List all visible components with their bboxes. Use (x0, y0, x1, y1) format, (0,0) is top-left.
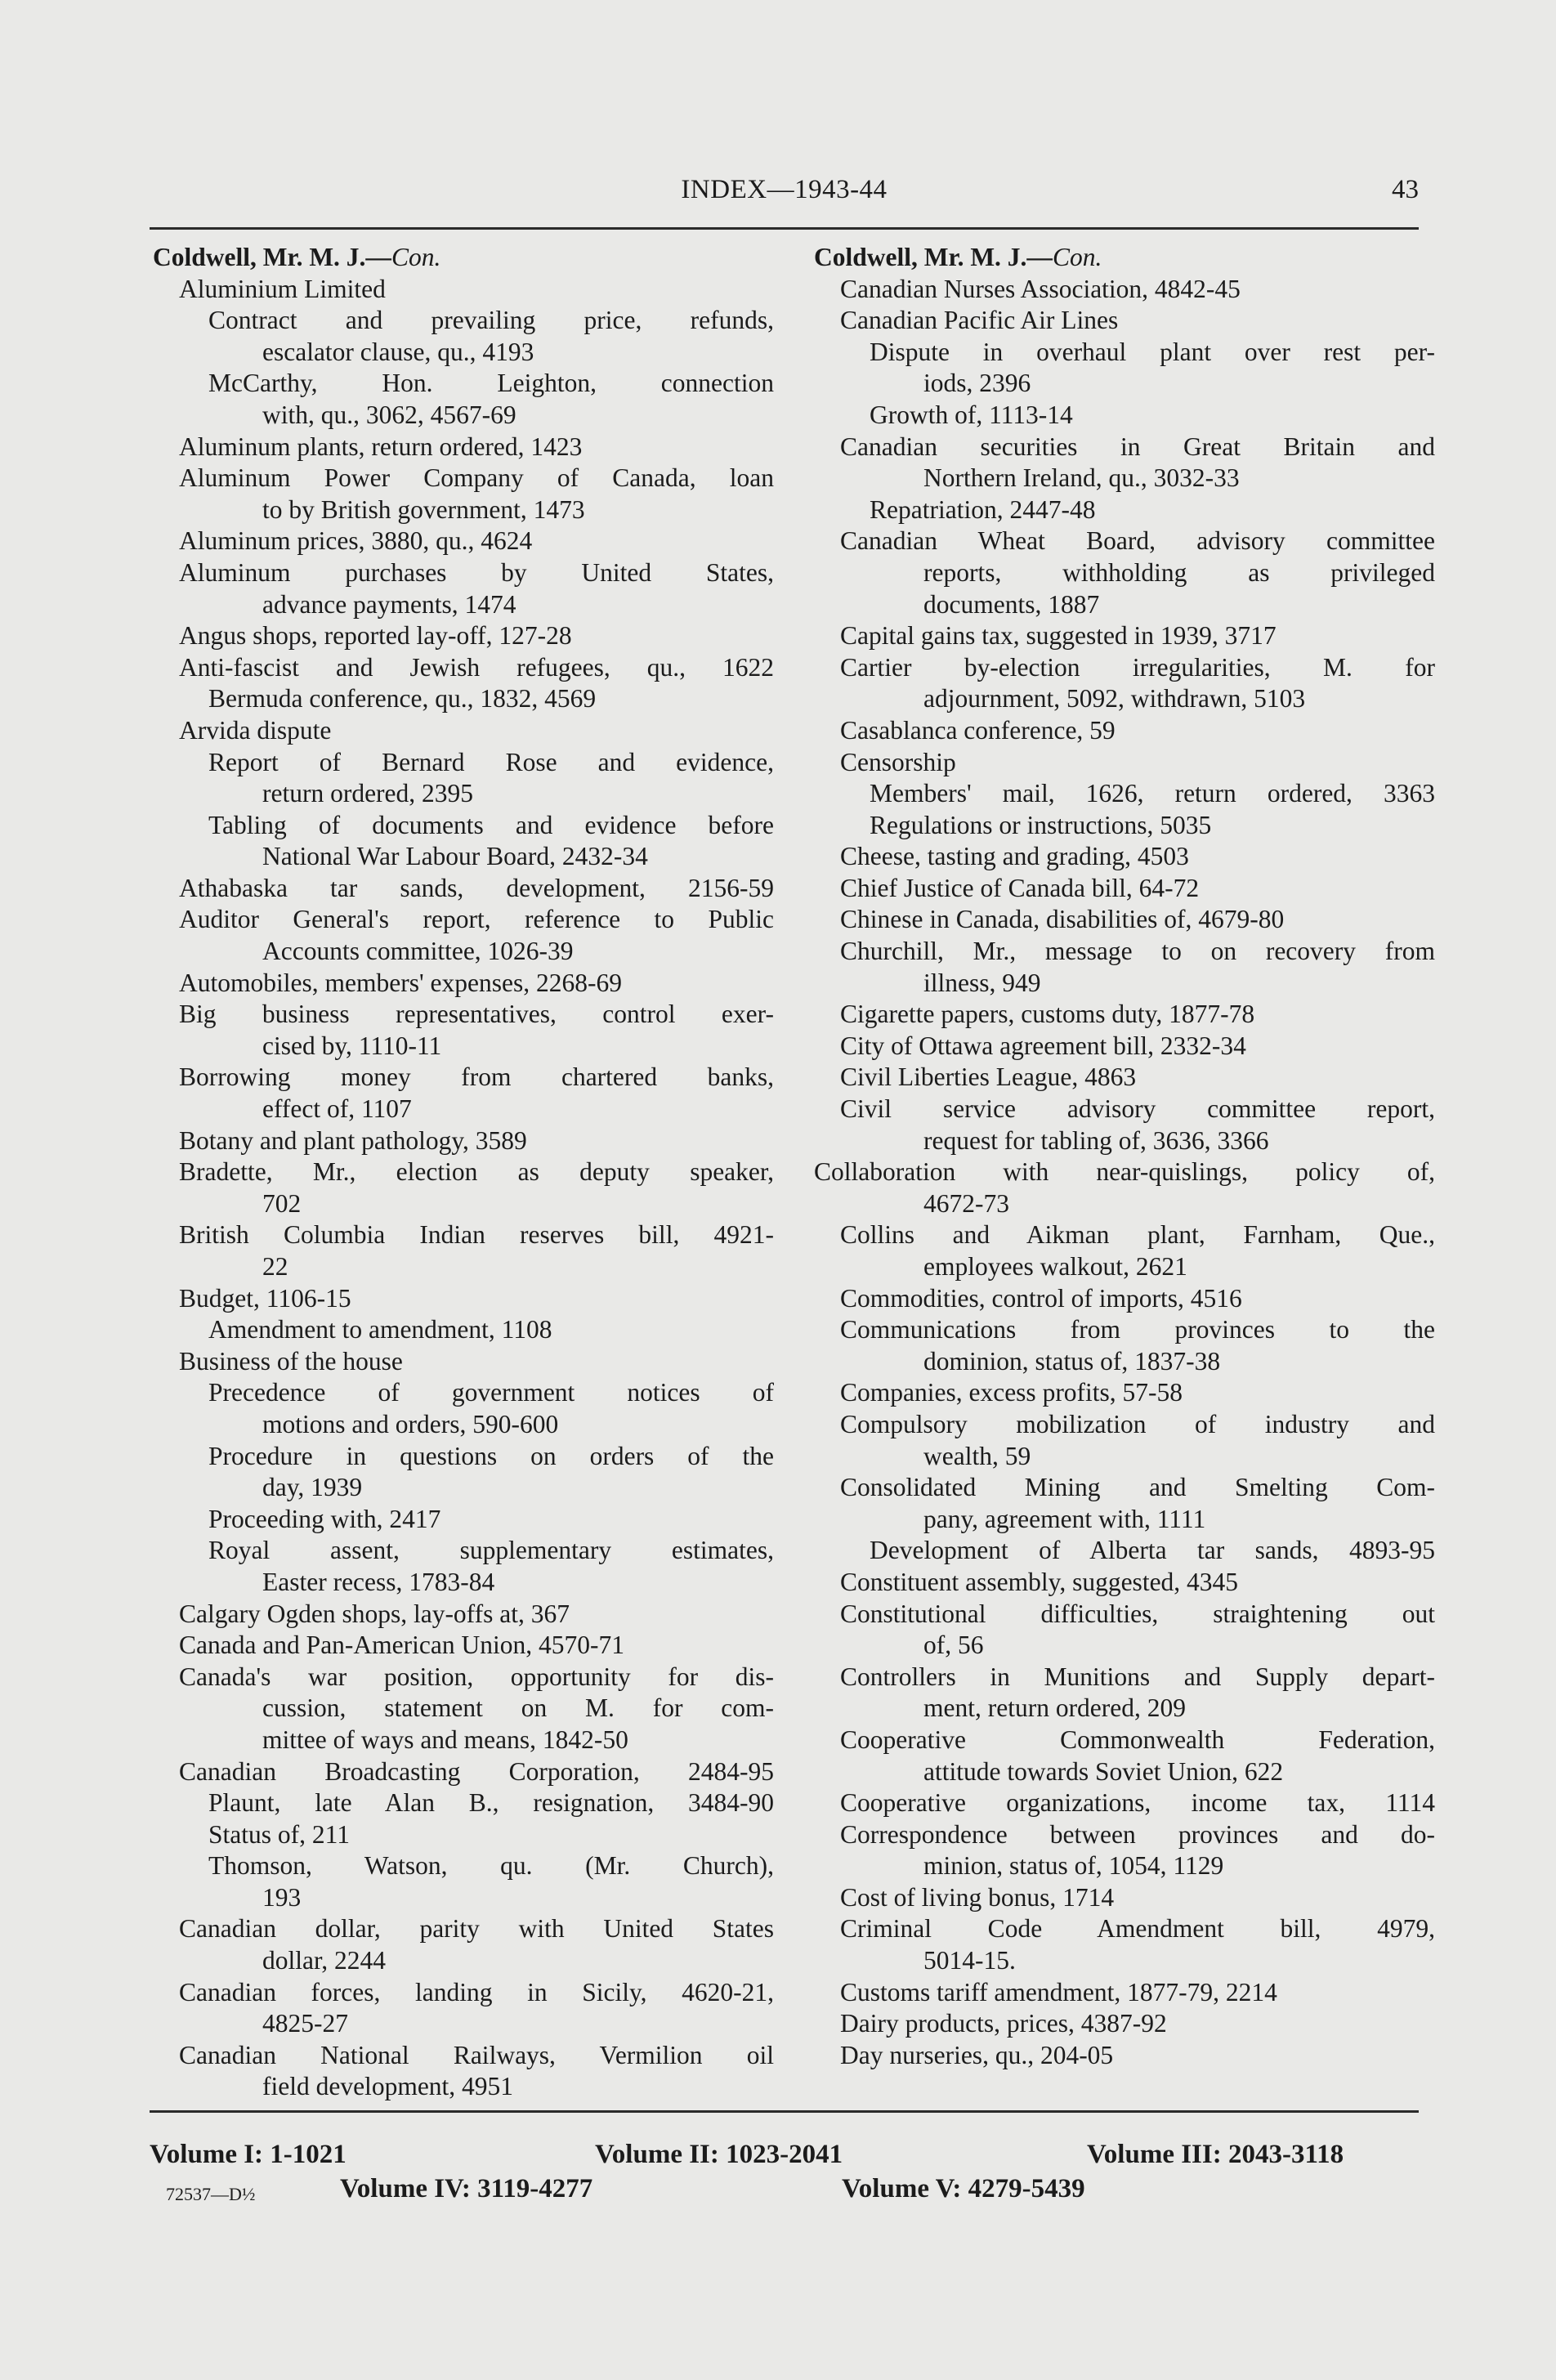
heading-name: Coldwell, Mr. M. J.— (814, 243, 1053, 271)
index-entry-line: Companies, excess profits, 57-58 (840, 1378, 1183, 1407)
footer-print-code: 72537—D½ (166, 2184, 256, 2204)
index-entry-line: Collins and Aikman plant, Farnham, Que., (840, 1220, 1435, 1250)
index-entry-line: Canadian Wheat Board, advisory committee (840, 526, 1435, 556)
index-entry-line: Members' mail, 1626, return ordered, 3363 (870, 779, 1435, 808)
index-entry-line: Cost of living bonus, 1714 (840, 1882, 1115, 1912)
index-entry-line: Canada's war position, opportunity for dis- (179, 1662, 774, 1691)
index-entry-line: City of Ottawa agreement bill, 2332-34 (840, 1031, 1246, 1060)
index-heading (153, 242, 774, 274)
index-entry-line: advance payments, 1474 (262, 589, 516, 619)
index-entry-line: dominion, status of, 1837-38 (923, 1346, 1221, 1376)
index-entry-line: reports, withholding as privileged (923, 557, 1435, 587)
index-entry-line: Chief Justice of Canada bill, 64-72 (840, 873, 1200, 902)
index-entry-line: with, qu., 3062, 4567-69 (262, 400, 516, 429)
index-entry-line: wealth, 59 (923, 1441, 1031, 1470)
index-entry-line: British Columbia Indian reserves bill, 4921- (179, 1220, 774, 1250)
index-entry-line: National War Labour Board, 2432-34 (262, 842, 648, 871)
index-entry-line: Aluminum Power Company of Canada, loan (179, 463, 774, 493)
index-entry-line: Procedure in questions on orders of the (208, 1441, 774, 1470)
index-entry-line: Customs tariff amendment, 1877-79, 2214 (840, 1977, 1277, 2006)
index-entry-line: effect of, 1107 (262, 1094, 412, 1124)
index-entry-line: minion, status of, 1054, 1129 (923, 1851, 1224, 1881)
index-entry-line: Canadian Pacific Air Lines (840, 306, 1119, 335)
index-entry-line: Aluminum purchases by United States, (179, 557, 774, 587)
index-entry-line: Cartier by-election irregularities, M. for (840, 652, 1435, 682)
footer-volume-3: Volume III: 2043-3118 (1087, 2140, 1344, 2169)
index-entry-line: Criminal Code Amendment bill, 4979, (840, 1914, 1435, 1944)
footer-volume-5: Volume V: 4279-5439 (842, 2174, 1085, 2203)
heading-continued: Con. (391, 243, 441, 271)
index-entry-line: McCarthy, Hon. Leighton, connection (208, 369, 774, 398)
index-entry-line: Botany and plant pathology, 3589 (179, 1125, 527, 1155)
index-heading (814, 242, 1435, 274)
index-entry-line: Calgary Ogden shops, lay-offs at, 367 (179, 1599, 570, 1628)
index-entry-line: Correspondence between provinces and do- (840, 1819, 1435, 1849)
index-entry-line: Cheese, tasting and grading, 4503 (840, 842, 1189, 871)
index-entry-line: Canadian National Railways, Vermilion oil (179, 2040, 774, 2069)
footer-volume-2: Volume II: 1023-2041 (595, 2140, 843, 2169)
index-entry-line: Automobiles, members' expenses, 2268-69 (179, 968, 622, 997)
index-entry-line: Dairy products, prices, 4387-92 (840, 2009, 1167, 2038)
index-entry-line: Plaunt, late Alan B., resignation, 3484-90 (208, 1788, 774, 1818)
index-entry-line: Contract and prevailing price, refunds, (208, 306, 774, 335)
index-entry-line: Capital gains tax, suggested in 1939, 3717 (840, 621, 1277, 651)
index-entry-line: Borrowing money from chartered banks, (179, 1062, 774, 1092)
index-entry-line: Canadian forces, landing in Sicily, 4620-21, (179, 1977, 774, 2006)
footer-volume-4: Volume IV: 3119-4277 (340, 2174, 593, 2203)
heading-name: Coldwell, Mr. M. J.— (153, 243, 391, 271)
index-entry-line: documents, 1887 (923, 589, 1100, 619)
index-entry-line: employees walkout, 2621 (923, 1252, 1187, 1281)
index-entry-line: 4672-73 (923, 1188, 1009, 1218)
heading-continued: Con. (1052, 243, 1102, 271)
index-entry-line: Bermuda conference, qu., 1832, 4569 (208, 684, 597, 714)
index-entry-line: Royal assent, supplementary estimates, (208, 1536, 774, 1565)
index-entry-line: Canadian Broadcasting Corporation, 2484-95 (179, 1756, 774, 1786)
index-entry-line: day, 1939 (262, 1473, 363, 1502)
index-entry-line: cussion, statement on M. for com- (262, 1693, 774, 1723)
index-entry-line: Athabaska tar sands, development, 2156-59 (179, 873, 774, 902)
index-entry-line: 4825-27 (262, 2009, 348, 2038)
index-entry-line: mittee of ways and means, 1842-50 (262, 1725, 628, 1754)
index-entry-line: Censorship (840, 747, 956, 776)
index-entry-line: iods, 2396 (923, 369, 1031, 398)
index-entry-line: Bradette, Mr., election as deputy speaker, (179, 1157, 774, 1187)
index-entry-line: Amendment to amendment, 1108 (208, 1315, 552, 1344)
index-entry-line: dollar, 2244 (262, 1946, 386, 1975)
index-entry-line: Consolidated Mining and Smelting Com- (840, 1473, 1435, 1502)
index-entry-line: Regulations or instructions, 5035 (870, 810, 1212, 839)
index-entry-line: field development, 4951 (262, 2072, 514, 2101)
index-entry-line: Arvida dispute (179, 715, 332, 745)
index-entry-line: Budget, 1106-15 (179, 1283, 351, 1313)
index-entry-line: return ordered, 2395 (262, 779, 474, 808)
index-entry-line: Controllers in Munitions and Supply depart- (840, 1662, 1435, 1691)
index-entry-line: 22 (262, 1252, 288, 1281)
index-entry-line: 193 (262, 1882, 302, 1912)
index-entry-line: to by British government, 1473 (262, 494, 585, 524)
index-entry-line: Cooperative Commonwealth Federation, (840, 1725, 1435, 1754)
index-entry-line: Constituent assembly, suggested, 4345 (840, 1567, 1239, 1596)
index-entry-line: 702 (262, 1188, 302, 1218)
index-entry-line: Development of Alberta tar sands, 4893-95 (870, 1536, 1435, 1565)
index-entry-line: Constitutional difficulties, straightening out (840, 1599, 1435, 1628)
index-entry-line: Day nurseries, qu., 204-05 (840, 2040, 1114, 2069)
index-entry-line: Tabling of documents and evidence before (208, 810, 774, 839)
index-entry-line: request for tabling of, 3636, 3366 (923, 1125, 1269, 1155)
index-entry-line: of, 56 (923, 1631, 984, 1660)
index-entry-line: Casablanca conference, 59 (840, 715, 1116, 745)
index-entry-line: Thomson, Watson, qu. (Mr. Church), (208, 1851, 774, 1881)
page-title: INDEX—1943-44 (681, 175, 888, 204)
index-entry-line: adjournment, 5092, withdrawn, 5103 (923, 684, 1306, 714)
footer-volume-1: Volume I: 1-1021 (150, 2140, 347, 2169)
index-entry-line: pany, agreement with, 1111 (923, 1504, 1206, 1533)
index-entry-line: Auditor General's report, reference to Public (179, 905, 774, 934)
index-entry-line: Canadian dollar, parity with United States (179, 1914, 774, 1944)
index-entry-line: 5014-15. (923, 1946, 1016, 1975)
index-entry-line: Canadian securities in Great Britain and (840, 432, 1435, 461)
index-entry-line: Report of Bernard Rose and evidence, (208, 747, 774, 776)
index-entry-line: Northern Ireland, qu., 3032-33 (923, 463, 1240, 493)
index-entry-line: escalator clause, qu., 4193 (262, 337, 534, 366)
index-entry-line: Accounts committee, 1026-39 (262, 937, 574, 966)
index-entry-line: Civil Liberties League, 4863 (840, 1062, 1137, 1092)
page-header (150, 175, 1419, 216)
index-entry-line: Collaboration with near-quislings, policy of, (814, 1157, 1435, 1187)
index-entry-line: Chinese in Canada, disabilities of, 4679-80 (840, 905, 1285, 934)
index-entry-line: Anti-fascist and Jewish refugees, qu., 1622 (179, 652, 774, 682)
header-rule (150, 227, 1419, 230)
index-entry-line: Big business representatives, control exer- (179, 1000, 774, 1029)
index-entry-line: cised by, 1110-11 (262, 1031, 442, 1060)
footer-rule (150, 2110, 1419, 2113)
index-entry-line: Aluminum plants, return ordered, 1423 (179, 432, 583, 461)
index-entry-line: Canada and Pan-American Union, 4570-71 (179, 1631, 624, 1660)
index-entry-line: Civil service advisory committee report, (840, 1094, 1435, 1124)
index-entry-line: Business of the house (179, 1346, 403, 1376)
index-entry-line: Dispute in overhaul plant over rest per- (870, 337, 1435, 366)
index-entry-line: ment, return ordered, 209 (923, 1693, 1187, 1723)
index-entry-line: Repatriation, 2447-48 (870, 494, 1096, 524)
right-column (814, 242, 1435, 2071)
index-entry-line: Angus shops, reported lay-off, 127-28 (179, 621, 572, 651)
page-number: 43 (1392, 175, 1419, 204)
index-entry-line: Churchill, Mr., message to on recovery from (840, 937, 1435, 966)
index-entry-line: Canadian Nurses Association, 4842-45 (840, 274, 1241, 303)
index-entry-line: Aluminum prices, 3880, qu., 4624 (179, 526, 533, 556)
index-entry-line: Proceeding with, 2417 (208, 1504, 441, 1533)
index-entry-line: attitude towards Soviet Union, 622 (923, 1756, 1284, 1786)
index-entry-line: Status of, 211 (208, 1819, 350, 1849)
index-entry-line: Cooperative organizations, income tax, 1114 (840, 1788, 1435, 1818)
index-entry-line: Cigarette papers, customs duty, 1877-78 (840, 1000, 1255, 1029)
index-entry-line: Aluminium Limited (179, 274, 386, 303)
index-entry-line: Growth of, 1113-14 (870, 400, 1073, 429)
index-entry-line: Compulsory mobilization of industry and (840, 1409, 1435, 1438)
left-column (153, 242, 774, 2103)
index-entry-line: Precedence of government notices of (208, 1378, 774, 1407)
index-entry-line: Easter recess, 1783-84 (262, 1567, 495, 1596)
index-entry-line: motions and orders, 590-600 (262, 1409, 559, 1438)
index-entry-line: Commodities, control of imports, 4516 (840, 1283, 1242, 1313)
index-entry-line: Communications from provinces to the (840, 1315, 1435, 1344)
index-entry-line: illness, 949 (923, 968, 1041, 997)
